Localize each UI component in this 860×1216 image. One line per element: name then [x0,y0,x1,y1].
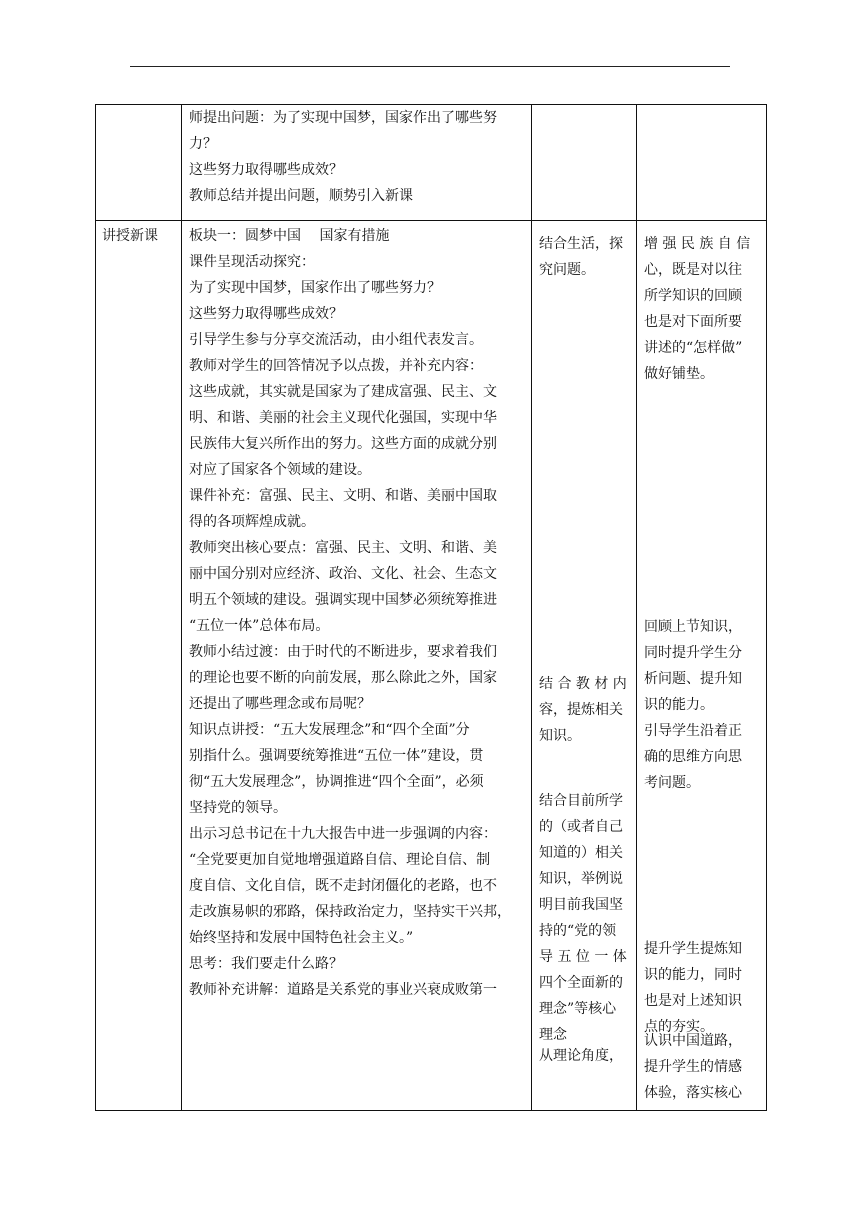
text-line: 课件呈现活动探究： [189,254,315,270]
text-line: 还提出了哪些理念或布局呢？ [189,696,371,712]
text-line: 始终坚持和发展中国特色社会主义。” [189,930,414,946]
intent-block: 提升学生提炼知 识的能力，同时 也是对上述知识 点的夯实。 [644,941,742,1035]
text-line: 教师总结并提出问题，顺势引入新课 [189,188,413,204]
text-line: 为了实现中国梦，国家作出了哪些努力？ [189,280,441,296]
text-line: 师提出问题：为了实现中国梦，国家作出了哪些努 [189,110,497,126]
stage-label: 讲授新课 [102,228,158,244]
student-block: 结 合 教 材 内 容，提炼相关 知识。 [539,676,627,744]
text-line: 教师对学生的回答情况予以点拨，并补充内容： [189,358,483,374]
text-line: 教师突出核心要点：富强、民主、文明、和谐、美 [189,540,497,556]
design-intent-cell [637,221,767,1111]
student-block: 从理论角度， [539,1048,623,1064]
text-line: 明五个领域的建设。强调实现中国梦必须统筹推进 [189,592,497,608]
teacher-text [182,221,531,1003]
intent-block: 增 强 民 族 自 信 心，既是对以往 所学知识的回顾 也是对下面所要 讲述的“怎样做” 做好铺垫。 [644,236,751,382]
text-line: 明、和谐、美丽的社会主义现代化强国，实现中华 [189,410,497,426]
text-line: 别指什么。强调要统筹推进“五位一体”建设，贯 [189,748,484,764]
text-line: 这些努力取得哪些成效？ [189,162,343,178]
design-intent-cell [637,105,767,221]
stage-cell [96,221,182,1111]
text-line: 民族伟大复兴所作出的努力。这些方面的成就分别 [189,436,497,452]
text-line: 对应了国家各个领域的建设。 [189,462,371,478]
text-line: 丽中国分别对应经济、政治、文化、社会、生态文 [189,566,497,582]
text-line: 力？ [189,136,217,152]
text-line: 的理论也要不断的向前发展，那么除此之外，国家 [189,670,497,686]
teacher-activity-cell [182,105,532,221]
text-line: 思考：我们要走什么路？ [189,956,343,972]
text-line: 引导学生参与分享交流活动，由小组代表发言。 [189,332,483,348]
text-line: 度自信、文化自信，既不走封闭僵化的老路，也不 [189,878,497,894]
student-activity-cell [532,221,637,1111]
text-line: 教师补充讲解：道路是关系党的事业兴衰成败第一 [189,982,497,998]
text-line: 彻“五大发展理念”，协调推进“四个全面”，必须 [189,774,484,790]
text-line: 板块一：圆梦中国 国家有措施 [189,228,390,244]
text-line: 走改旗易帜的邪路，保持政治定力，坚持实干兴邦， [189,904,511,920]
student-block: 结合生活，探 究问题。 [539,236,623,278]
intent-block: 回顾上节知识， 同时提升学生分 析问题、提升知 识的能力。 引导学生沿着正 确的思维方向思 考问题。 [644,619,742,791]
text-line: 课件补充：富强、民主、文明、和谐、美丽中国取 [189,488,497,504]
text-line: 教师小结过渡：由于时代的不断进步，要求着我们 [189,644,497,660]
text-line: “全党要更加自觉地增强道路自信、理论自信、制 [189,852,491,868]
header-rule [130,66,730,67]
text-line: 知识点讲授：“五大发展理念”和“四个全面”分 [189,722,470,738]
intent-block: 认识中国道路， 提升学生的情感 体验，落实核心 [644,1033,742,1101]
text-line: 得的各项辉煌成就。 [189,514,315,530]
text-line: 这些努力取得哪些成效？ [189,306,343,322]
table-row [96,221,767,1111]
text-line: “五位一体”总体布局。 [189,618,330,634]
text-line: 坚持党的领导。 [189,800,287,816]
student-block: 结合目前所学 的（或者自己 知道的）相关 知识，举例说 明目前我国坚 持的“党的领 导 五 位 一 体 四个全面新的 理念”等核心 理念 [539,793,627,1043]
table-row [96,105,767,221]
lesson-plan-table [95,104,767,1111]
teacher-activity-cell [182,221,532,1111]
stage-cell [96,105,182,221]
text-line: 这些成就，其实就是国家为了建成富强、民主、文 [189,384,497,400]
text-line: 出示习总书记在十九大报告中进一步强调的内容： [189,826,497,842]
student-activity-cell [532,105,637,221]
